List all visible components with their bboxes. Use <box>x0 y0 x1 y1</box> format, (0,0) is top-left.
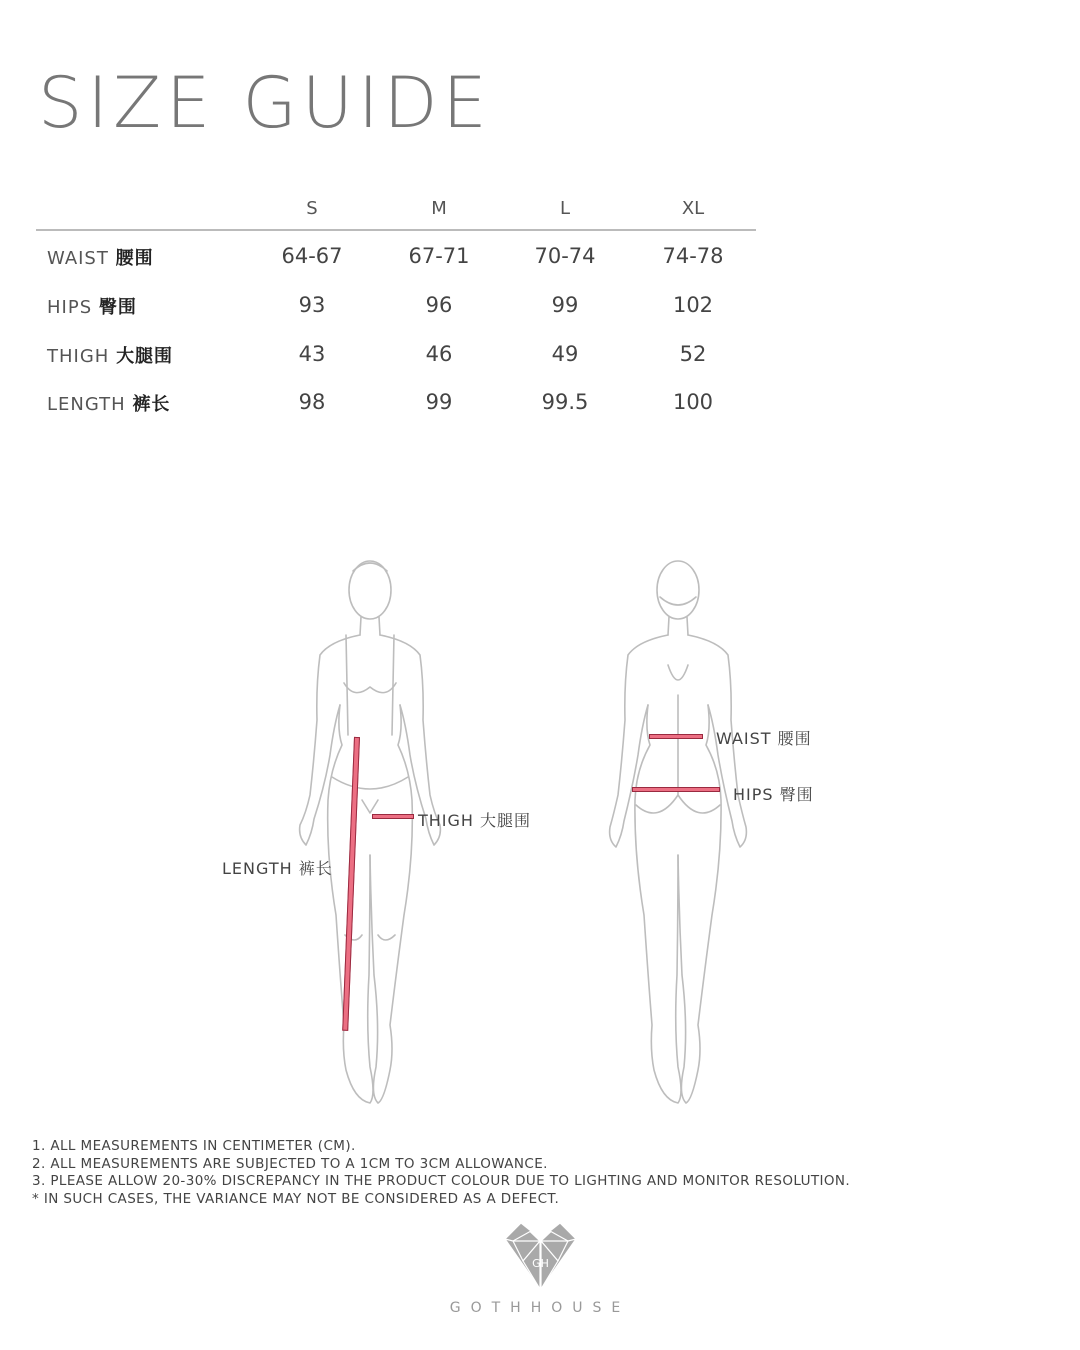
length-diagram-label: LENGTH 裤长 <box>222 859 333 878</box>
cell-length-xl: 100 <box>672 390 714 414</box>
cell-hips-l: 99 <box>551 293 579 317</box>
cell-length-m: 99 <box>425 390 453 414</box>
gothhouse-heart-logo <box>503 1221 578 1291</box>
notes-list <box>32 1138 850 1208</box>
table-row-length <box>0 390 760 420</box>
cell-waist-s: 64-67 <box>281 244 343 268</box>
cell-length-s: 98 <box>298 390 326 414</box>
waist-diagram-label: WAIST 腰围 <box>716 729 812 748</box>
size-header-l: L <box>559 198 571 219</box>
note-item: 2. ALL MEASUREMENTS ARE SUBJECTED TO A 1CM TO 3CM ALLOWANCE. <box>32 1155 548 1172</box>
cell-thigh-xl: 52 <box>679 342 707 366</box>
brand-name: GOTHHOUSE <box>449 1300 631 1316</box>
cell-hips-xl: 102 <box>672 293 714 317</box>
size-header-row <box>250 198 760 222</box>
cell-waist-l: 70-74 <box>534 244 596 268</box>
page-title: SIZE GUIDE <box>38 62 492 144</box>
row-label-length: LENGTH 裤长 <box>47 394 171 415</box>
size-header-m: M <box>431 198 447 219</box>
cell-hips-m: 96 <box>425 293 453 317</box>
thigh-measure-line <box>372 814 414 819</box>
note-item: 3. PLEASE ALLOW 20-30% DISCREPANCY IN THE PRODUCT COLOUR DUE TO LIGHTING AND MONITOR RESOLUTION. <box>32 1173 851 1189</box>
row-label-hips: HIPS 臀围 <box>47 297 137 318</box>
row-label-waist: WAIST 腰围 <box>47 248 154 269</box>
cell-hips-s: 93 <box>298 293 326 317</box>
row-label-thigh: THIGH 大腿围 <box>47 346 174 367</box>
table-row-thigh <box>0 342 760 372</box>
cell-length-l: 99.5 <box>541 390 589 414</box>
hips-measure-line <box>632 787 720 792</box>
table-divider <box>36 229 756 231</box>
cell-thigh-l: 49 <box>551 342 579 366</box>
back-figure-illustration <box>578 555 778 1107</box>
table-row-hips <box>0 293 760 323</box>
thigh-diagram-label: THIGH 大腿围 <box>418 811 532 830</box>
cell-thigh-m: 46 <box>425 342 453 366</box>
cell-waist-xl: 74-78 <box>662 244 724 268</box>
hips-diagram-label: HIPS 臀围 <box>733 785 814 804</box>
svg-text:GH: GH <box>532 1257 549 1270</box>
cell-thigh-s: 43 <box>298 342 326 366</box>
front-figure-illustration <box>270 555 470 1107</box>
note-item: 1. ALL MEASUREMENTS IN CENTIMETER (CM). <box>32 1138 356 1154</box>
waist-measure-line <box>649 734 703 739</box>
cell-waist-m: 67-71 <box>408 244 470 268</box>
size-header-xl: XL <box>681 198 705 219</box>
size-header-s: S <box>306 198 318 219</box>
note-item: * IN SUCH CASES, THE VARIANCE MAY NOT BE CONSIDERED AS A DEFECT. <box>32 1190 560 1207</box>
table-row-waist <box>0 244 760 274</box>
